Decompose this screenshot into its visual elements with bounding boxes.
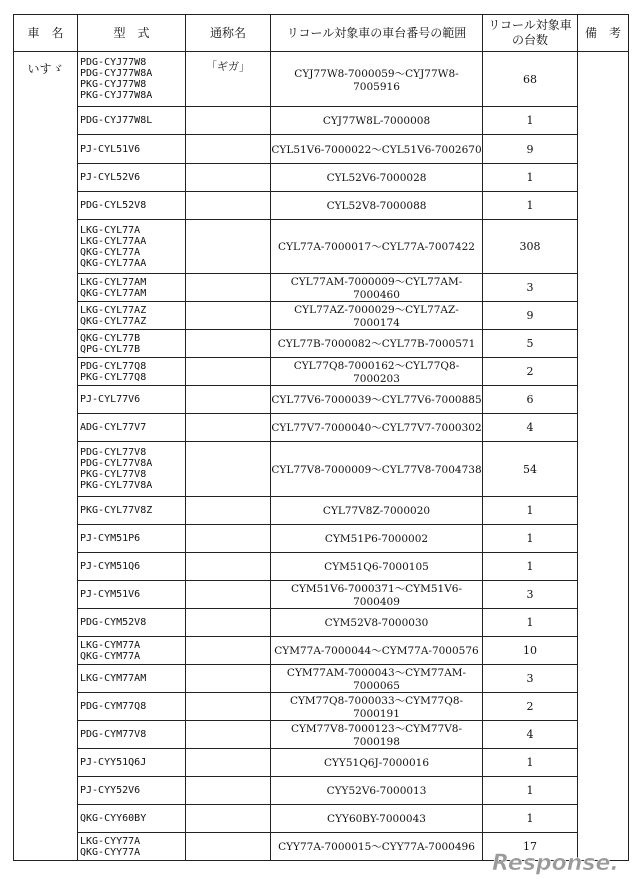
count-cell: 4 <box>483 414 578 442</box>
model-code: PDG-CYL77V8 <box>80 447 147 458</box>
model-code: LKG-CYM77AM <box>80 673 147 684</box>
serial-range-cell: CYM77Q8-7000033～CYM77Q8-7000191 <box>271 693 483 721</box>
serial-range-cell: CYY60BY-7000043 <box>271 805 483 833</box>
model-cell <box>78 107 186 135</box>
table-row <box>14 777 629 805</box>
serial-range-cell: CYL77V6-7000039～CYL77V6-7000885 <box>271 386 483 414</box>
model-code: PDG-CYL52V8 <box>80 200 147 211</box>
count-cell: 1 <box>483 525 578 553</box>
model-code: PJ-CYY52V6 <box>80 785 141 796</box>
model-code: PDG-CYL77Q8 <box>80 360 147 372</box>
svg-text:Response.: Response. <box>492 851 619 876</box>
serial-range-cell: CYJ77W8L-7000008 <box>271 107 483 135</box>
count-cell: 1 <box>483 609 578 637</box>
model-code: PKG-CYL77V8Z <box>80 505 153 516</box>
model-code: PKG-CYL77V8 <box>80 469 147 480</box>
model-code: PJ-CYM51V6 <box>80 589 141 600</box>
count-cell: 2 <box>483 358 578 386</box>
count-cell: 1 <box>483 749 578 777</box>
serial-range-cell: CYL77V8Z-7000020 <box>271 497 483 525</box>
count-cell: 1 <box>483 192 578 220</box>
model-cell <box>78 442 186 497</box>
model-cell <box>78 637 186 665</box>
table-row <box>14 358 629 386</box>
table-body <box>14 52 629 861</box>
count-cell: 3 <box>483 581 578 609</box>
model-code: PKG-CYJ77W8 <box>80 79 147 90</box>
count-cell: 9 <box>483 135 578 164</box>
table-row <box>14 330 629 358</box>
model-code: PDG-CYL77V8A <box>80 458 153 469</box>
model-code: LKG-CYL77A <box>80 224 141 236</box>
common-name-cell-empty <box>186 414 271 442</box>
table-row <box>14 721 629 749</box>
model-code: QKG-CYL77B <box>80 332 141 344</box>
model-code: LKG-CYL77AA <box>80 235 147 247</box>
model-cell <box>78 721 186 749</box>
common-name-cell-empty <box>186 192 271 220</box>
common-name-cell-empty <box>186 693 271 721</box>
table-row <box>14 581 629 609</box>
model-code: LKG-CYL77AM <box>80 276 147 288</box>
table-row <box>14 693 629 721</box>
model-code: PKG-CYL77Q8 <box>80 371 147 383</box>
table-row <box>14 637 629 665</box>
model-code: PJ-CYY51Q6J <box>80 757 147 768</box>
common-name-cell-empty <box>186 107 271 135</box>
header-count-line1: リコール対象車 <box>488 18 572 32</box>
model-code: PKG-CYL77V8A <box>80 480 153 491</box>
model-cell <box>78 693 186 721</box>
model-cell <box>78 414 186 442</box>
count-cell: 5 <box>483 330 578 358</box>
model-code: PDG-CYJ77W8 <box>80 57 147 68</box>
common-name-cell-empty <box>186 220 271 274</box>
count-cell: 308 <box>483 220 578 274</box>
header-count-line2: の台数 <box>511 33 548 47</box>
common-name-cell-empty <box>186 721 271 749</box>
serial-range-cell: CYL77B-7000082～CYL77B-7000571 <box>271 330 483 358</box>
count-cell: 17 <box>483 833 578 861</box>
count-cell: 1 <box>483 553 578 581</box>
serial-range-cell: CYM51P6-7000002 <box>271 525 483 553</box>
table-row <box>14 497 629 525</box>
table-row <box>14 164 629 192</box>
table-row <box>14 107 629 135</box>
model-code: QKG-CYM77A <box>80 650 141 662</box>
common-name-cell-empty <box>186 637 271 665</box>
header-model: 型 式 <box>78 15 186 52</box>
model-code: PJ-CYM51Q6 <box>80 561 141 572</box>
common-name-cell-empty <box>186 749 271 777</box>
common-name-cell-empty <box>186 553 271 581</box>
model-code: LKG-CYY77A <box>80 835 141 847</box>
model-code: QKG-CYL77A <box>80 246 141 258</box>
table-row <box>14 442 629 497</box>
model-cell <box>78 609 186 637</box>
model-cell <box>78 164 186 192</box>
serial-range-cell: CYM77AM-7000043～CYM77AM-7000065 <box>271 665 483 693</box>
table-row <box>14 749 629 777</box>
header-vehicle-name: 車 名 <box>14 15 78 52</box>
model-code: QKG-CYY60BY <box>80 813 147 824</box>
serial-range-cell: CYL77Q8-7000162～CYL77Q8-7000203 <box>271 358 483 386</box>
serial-range-cell: CYM51V6-7000371～CYM51V6-7000409 <box>271 581 483 609</box>
common-name-cell-empty <box>186 805 271 833</box>
model-cell <box>78 553 186 581</box>
model-code: PDG-CYM77Q8 <box>80 701 147 712</box>
model-cell <box>78 274 186 302</box>
response-logo-icon <box>490 846 630 878</box>
remarks-cell <box>578 52 629 861</box>
count-cell: 3 <box>483 665 578 693</box>
common-name-cell-empty <box>186 164 271 192</box>
serial-range-cell: CYL77V8-7000009～CYL77V8-7004738 <box>271 442 483 497</box>
model-cell <box>78 581 186 609</box>
model-code: PDG-CYM77V8 <box>80 729 147 740</box>
count-cell: 4 <box>483 721 578 749</box>
model-code: QKG-CYL77AA <box>80 257 147 269</box>
header-remarks: 備 考 <box>578 15 629 52</box>
serial-range-cell: CYL77AM-7000009～CYL77AM-7000460 <box>271 274 483 302</box>
serial-range-cell: CYL51V6-7000022～CYL51V6-7002670 <box>271 135 483 164</box>
common-name-cell-empty <box>186 330 271 358</box>
count-cell: 3 <box>483 274 578 302</box>
table-row <box>14 386 629 414</box>
common-name-cell-empty <box>186 135 271 164</box>
model-cell <box>78 52 186 107</box>
model-code: PJ-CYM51P6 <box>80 533 141 544</box>
model-code: PDG-CYJ77W8A <box>80 68 153 79</box>
model-code: PKG-CYJ77W8A <box>80 90 153 101</box>
model-code: PDG-CYM52V8 <box>80 617 147 628</box>
header-serial-range: リコール対象車の車台番号の範囲 <box>271 15 483 52</box>
model-cell <box>78 805 186 833</box>
table-row <box>14 192 629 220</box>
model-code: LKG-CYL77AZ <box>80 304 147 316</box>
model-code: PJ-CYL77V6 <box>80 394 141 405</box>
count-cell: 54 <box>483 442 578 497</box>
count-cell: 2 <box>483 693 578 721</box>
table-row <box>14 665 629 693</box>
table-row <box>14 609 629 637</box>
common-name-cell: 「ギガ」 <box>186 52 271 107</box>
serial-range-cell: CYM77V8-7000123～CYM77V8-7000198 <box>271 721 483 749</box>
header-count <box>483 15 578 52</box>
serial-range-cell: CYM52V8-7000030 <box>271 609 483 637</box>
model-code: PJ-CYL52V6 <box>80 172 141 183</box>
serial-range-cell: CYL77V7-7000040～CYL77V7-7000302 <box>271 414 483 442</box>
model-code: PJ-CYL51V6 <box>80 143 141 155</box>
model-cell <box>78 192 186 220</box>
serial-range-cell: CYL52V8-7000088 <box>271 192 483 220</box>
serial-range-cell: CYL77AZ-7000029～CYL77AZ-7000174 <box>271 302 483 330</box>
table-row <box>14 525 629 553</box>
model-cell <box>78 665 186 693</box>
serial-range-cell: CYY52V6-7000013 <box>271 777 483 805</box>
model-cell <box>78 833 186 861</box>
table-header-row <box>14 15 629 52</box>
table-row <box>14 414 629 442</box>
recall-table <box>13 14 629 861</box>
common-name-cell-empty <box>186 777 271 805</box>
model-cell <box>78 525 186 553</box>
common-name-cell-empty <box>186 274 271 302</box>
common-name-cell-empty <box>186 525 271 553</box>
serial-range-cell: CYL77A-7000017～CYL77A-7007422 <box>271 220 483 274</box>
model-code: QPG-CYL77B <box>80 343 141 355</box>
common-name-cell-empty <box>186 581 271 609</box>
serial-range-cell: CYY77A-7000015～CYY77A-7000496 <box>271 833 483 861</box>
count-cell: 68 <box>483 52 578 107</box>
count-cell: 1 <box>483 107 578 135</box>
model-code: QKG-CYL77AZ <box>80 315 147 327</box>
model-cell <box>78 220 186 274</box>
count-cell: 6 <box>483 386 578 414</box>
response-watermark <box>490 846 630 878</box>
count-cell: 10 <box>483 637 578 665</box>
model-code: QKG-CYY77A <box>80 846 141 858</box>
common-name-cell-empty <box>186 442 271 497</box>
model-code: LKG-CYM77A <box>80 639 141 651</box>
common-name-cell-empty <box>186 497 271 525</box>
common-name-cell-empty <box>186 833 271 861</box>
serial-range-cell: CYJ77W8-7000059～CYJ77W8-7005916 <box>271 52 483 107</box>
model-code: QKG-CYL77AM <box>80 287 147 299</box>
serial-range-cell: CYY51Q6J-7000016 <box>271 749 483 777</box>
common-name-cell-empty <box>186 665 271 693</box>
table-row <box>14 274 629 302</box>
table-row <box>14 220 629 274</box>
model-code: PDG-CYJ77W8L <box>80 115 153 126</box>
model-code: ADG-CYL77V7 <box>80 422 147 433</box>
table-row <box>14 302 629 330</box>
serial-range-cell: CYL52V6-7000028 <box>271 164 483 192</box>
table-row <box>14 553 629 581</box>
serial-range-cell: CYM51Q6-7000105 <box>271 553 483 581</box>
model-cell <box>78 358 186 386</box>
table-row <box>14 52 629 107</box>
common-name-cell-empty <box>186 302 271 330</box>
vehicle-name-cell: いすゞ <box>14 52 78 861</box>
table-row <box>14 135 629 164</box>
model-cell <box>78 330 186 358</box>
count-cell: 1 <box>483 497 578 525</box>
table-row <box>14 805 629 833</box>
common-name-cell-empty <box>186 386 271 414</box>
model-cell <box>78 497 186 525</box>
common-name-cell-empty <box>186 358 271 386</box>
header-common-name: 通称名 <box>186 15 271 52</box>
count-cell: 1 <box>483 777 578 805</box>
count-cell: 9 <box>483 302 578 330</box>
count-cell: 1 <box>483 164 578 192</box>
count-cell: 1 <box>483 805 578 833</box>
model-cell <box>78 135 186 164</box>
model-cell <box>78 777 186 805</box>
serial-range-cell: CYM77A-7000044～CYM77A-7000576 <box>271 637 483 665</box>
model-cell <box>78 749 186 777</box>
model-cell <box>78 302 186 330</box>
common-name-cell-empty <box>186 609 271 637</box>
model-cell <box>78 386 186 414</box>
